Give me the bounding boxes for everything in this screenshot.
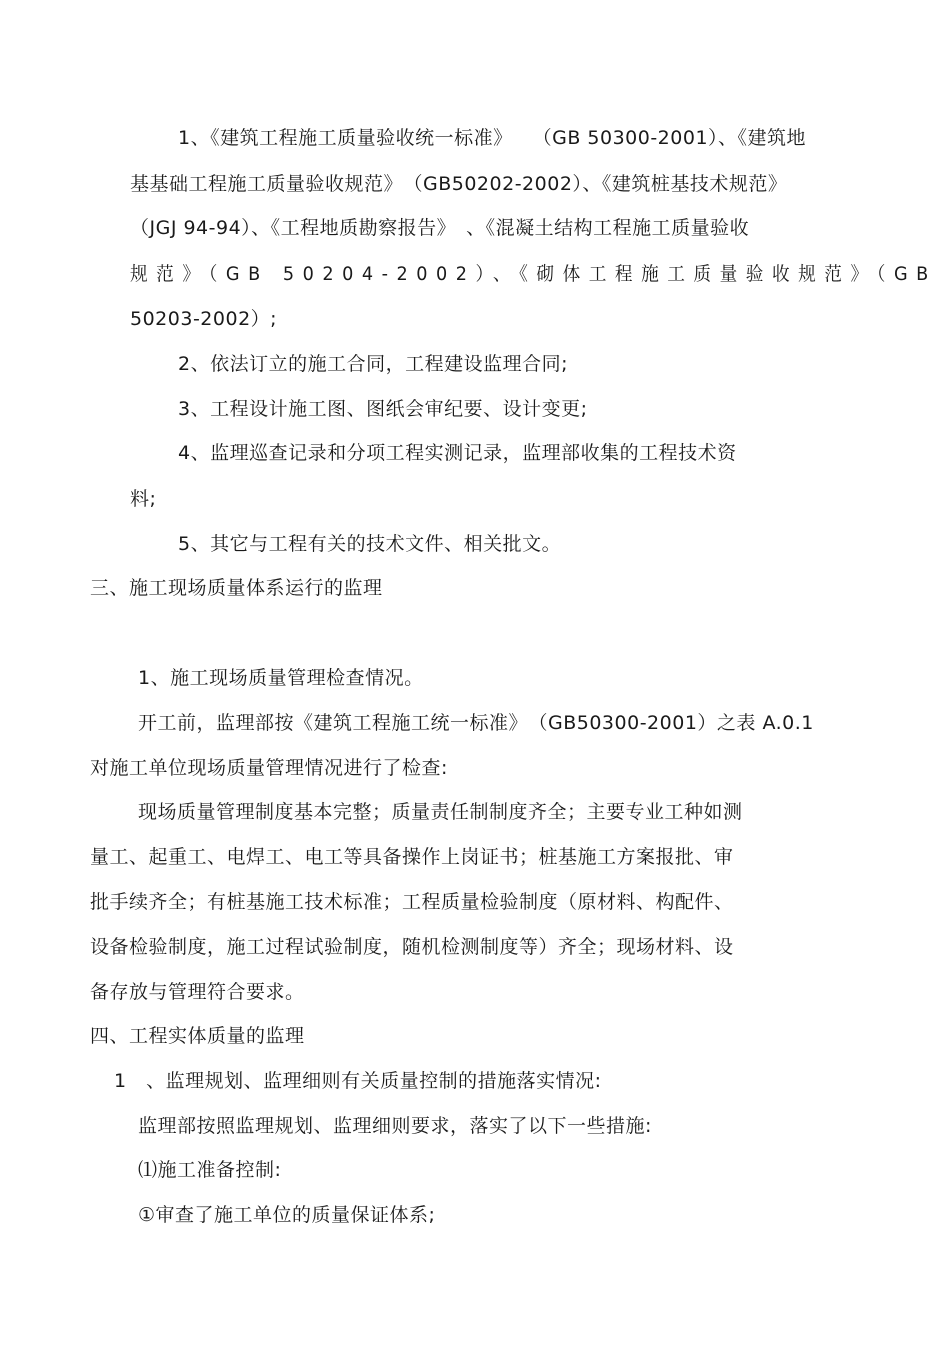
- text-line: （JGJ 94-94）、《工程地质勘察报告》 、《混凝土结构工程施工质量验收: [130, 217, 750, 239]
- text-line: 5、其它与工程有关的技术文件、相关批文。: [178, 533, 562, 555]
- text-line: 50203-2002）;: [130, 308, 278, 330]
- text-line: 对施工单位现场质量管理情况进行了检查:: [90, 757, 448, 779]
- text-line: 2、依法订立的施工合同，工程建设监理合同;: [178, 353, 568, 375]
- text-line: 基基础工程施工质量验收规范》 （GB50202-2002）、《建筑桩基技术规范》: [130, 173, 788, 195]
- text-line: ⑴施工准备控制:: [138, 1159, 282, 1181]
- section-heading: 三、施工现场质量体系运行的监理: [90, 577, 383, 599]
- text-line: 监理部按照监理规划、监理细则要求，落实了以下一些措施:: [138, 1115, 652, 1137]
- text-line: 规范》（GB 50204-2002）、《砌体工程施工质量验收规范》（GB: [130, 263, 937, 285]
- text-line: 3、工程设计施工图、图纸会审纪要、设计变更;: [178, 398, 588, 420]
- text-line: 批手续齐全；有桩基施工技术标准；工程质量检验制度（原材料、构配件、: [90, 891, 734, 913]
- text-line: ①审查了施工单位的质量保证体系;: [138, 1204, 436, 1226]
- text-line: 备存放与管理符合要求。: [90, 981, 305, 1003]
- text-line: 料;: [130, 488, 157, 510]
- text-line: 设备检验制度，施工过程试验制度，随机检测制度等）齐全；现场材料、设: [90, 936, 734, 958]
- text-line: 开工前，监理部按《建筑工程施工统一标准》 （GB50300-2001）之表 A.0.1: [138, 712, 814, 734]
- section-heading: 四、工程实体质量的监理: [90, 1025, 305, 1047]
- text-line: 量工、起重工、电焊工、电工等具备操作上岗证书；桩基施工方案报批、审: [90, 846, 734, 868]
- text-line: 1、《建筑工程施工质量验收统一标准》 （GB 50300-2001）、《建筑地: [178, 127, 807, 149]
- text-line: 4、监理巡查记录和分项工程实测记录，监理部收集的工程技术资: [178, 442, 737, 464]
- text-line: 1、施工现场质量管理检查情况。: [138, 667, 424, 689]
- text-line: 1 、监理规划、监理细则有关质量控制的措施落实情况:: [114, 1070, 602, 1092]
- text-line: 现场质量管理制度基本完整；质量责任制制度齐全；主要专业工种如测: [138, 801, 743, 823]
